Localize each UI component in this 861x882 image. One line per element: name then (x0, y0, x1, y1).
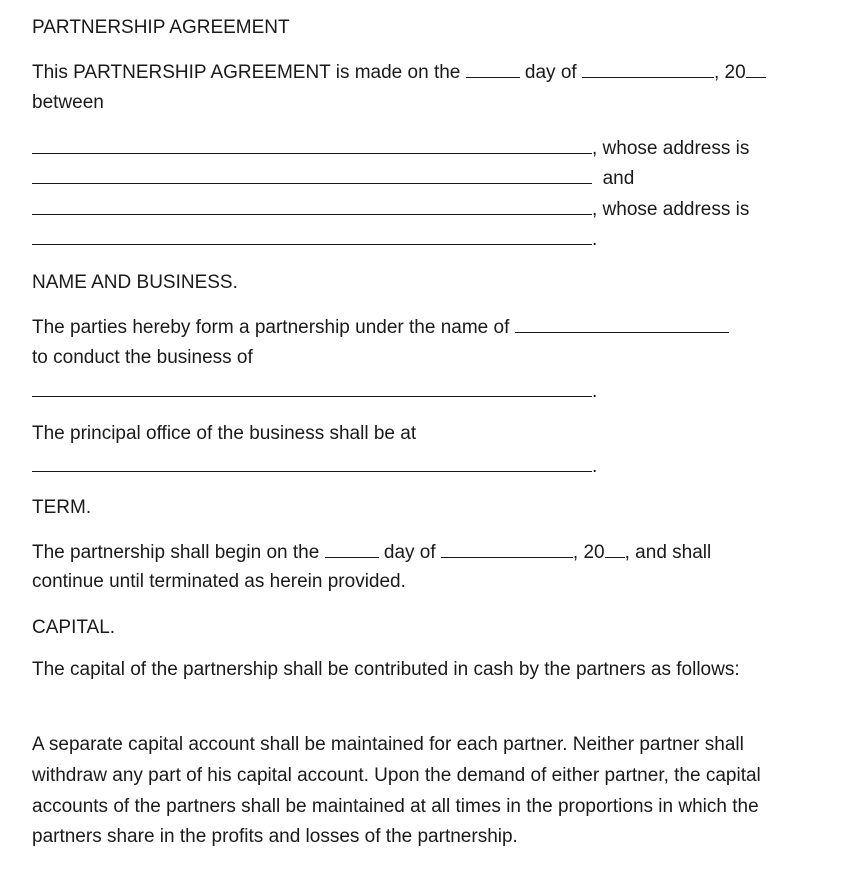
term-year-blank[interactable] (605, 541, 625, 558)
partnership-name-text: The parties hereby form a partnership under the name of (32, 317, 510, 338)
year-blank[interactable] (746, 61, 766, 78)
party-1-address-label: , whose address is (592, 138, 750, 159)
business-period: . (592, 381, 598, 402)
month-blank[interactable] (582, 61, 714, 78)
partnership-name-blank[interactable] (515, 316, 729, 333)
term-year-prefix: , 20 (572, 542, 605, 563)
parties-and: and (602, 168, 635, 189)
intro-day-of: day of (524, 62, 577, 83)
party-1-address-blank[interactable] (32, 167, 592, 184)
office-address-blank[interactable] (32, 455, 592, 472)
partnership-name-line (32, 316, 729, 338)
term-begin-line (32, 541, 711, 563)
capital-heading: CAPITAL. (32, 617, 116, 638)
party-2-line (32, 198, 749, 220)
party-1-address-line (32, 167, 634, 189)
term-day-of: day of (383, 542, 436, 563)
capital-paragraph-2: A separate capital account shall be maintained for each partner. Neither partner shall withdraw any part of his capital account. Upon the demand of either partner, the capital accounts of the partners shall be maintained at all times in the proportions in which the partners share in the profits and losses of the partnership. (32, 734, 761, 848)
office-period: . (592, 456, 598, 477)
party-2-name-blank[interactable] (32, 198, 592, 215)
intro-year-prefix: , 20 (713, 62, 746, 83)
name-business-heading: NAME AND BUSINESS. (32, 272, 238, 293)
term-day-blank[interactable] (325, 541, 379, 558)
party-2-address-line (32, 228, 597, 250)
document-title: PARTNERSHIP AGREEMENT (32, 17, 290, 38)
party-2-period: . (592, 229, 598, 250)
intro-between: between (32, 92, 104, 113)
day-blank[interactable] (466, 61, 520, 78)
intro-text: This PARTNERSHIP AGREEMENT is made on the (32, 62, 461, 83)
principal-office-line: The principal office of the business shall be at (32, 423, 417, 444)
term-begin-text: The partnership shall begin on the (32, 542, 320, 563)
party-2-address-label: , whose address is (592, 199, 750, 220)
intro-line (32, 61, 766, 83)
term-and-shall: , and shall (624, 542, 712, 563)
business-description-blank[interactable] (32, 380, 592, 397)
party-1-name-blank[interactable] (32, 137, 592, 154)
business-of-line: to conduct the business of (32, 347, 253, 368)
business-blank-line (32, 380, 597, 402)
term-heading: TERM. (32, 497, 92, 518)
party-2-address-blank[interactable] (32, 228, 592, 245)
term-continue-line: continue until terminated as herein provided. (32, 571, 406, 592)
office-blank-line (32, 455, 597, 477)
capital-paragraph-1: The capital of the partnership shall be contributed in cash by the partners as follows: (32, 659, 740, 680)
party-1-line (32, 137, 749, 159)
term-month-blank[interactable] (441, 541, 573, 558)
